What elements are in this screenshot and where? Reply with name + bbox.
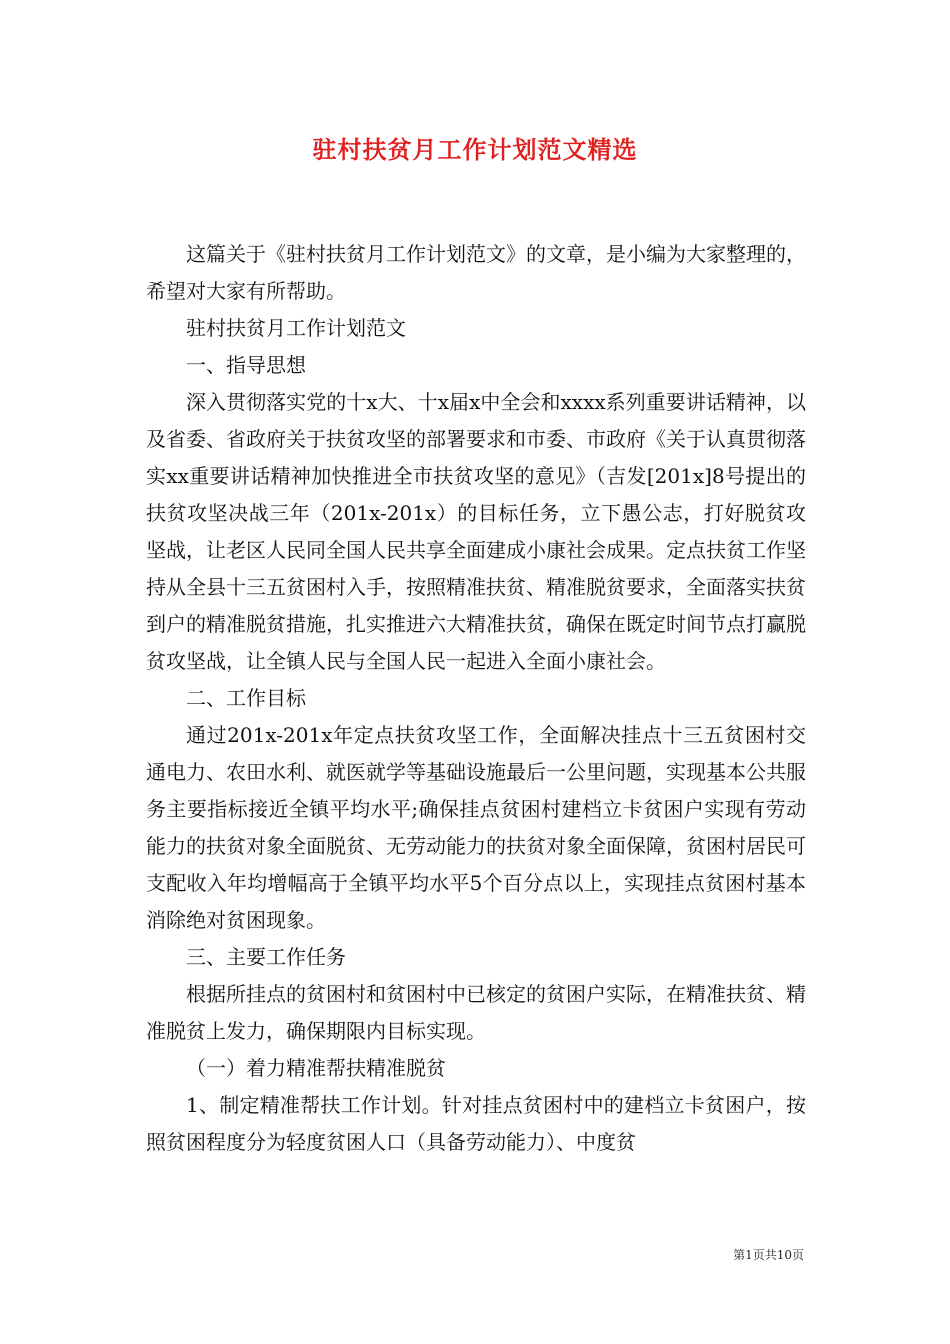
heading-main-tasks: 三、主要工作任务 bbox=[186, 945, 346, 969]
page-footer: 第1页共10页 bbox=[733, 1248, 804, 1262]
heading-guiding-thought: 一、指导思想 bbox=[186, 353, 306, 377]
heading-work-goals: 二、工作目标 bbox=[186, 686, 306, 710]
paragraph-guiding-thought: 深入贯彻落实党的十x大、十x届x中全会和xxxx系列重要讲话精神，以及省委、省政府关于扶贫攻坚的部署要求和市委、市政府《关于认真贯彻落实xx重要讲话精神加快推进全市扶贫攻坚的意见》（吉发[201x]8号提出的扶贫攻坚决战三年（201x-201x）的目标任务，立下愚公志，打好脱贫攻坚战，让老区人民同全国人民共享全面建成小康社会成果。定点扶贫工作坚持从全县十三五贫困村入手，按照精准扶贫、精准脱贫要求，全面落实扶贫到户的精准脱贫措施，扎实推进六大精准扶贫，确保在既定时间节点打赢脱贫攻坚战，让全镇人民与全国人民一起进入全面小康社会。 bbox=[146, 390, 806, 673]
document-body bbox=[146, 236, 806, 1161]
paragraph-assistance-plan: 1、制定精准帮扶工作计划。针对挂点贫困村中的建档立卡贫困户，按照贫困程度分为轻度贫困人口（具备劳动能力）、中度贫 bbox=[146, 1093, 806, 1154]
paragraph-work-goals: 通过201x-201x年定点扶贫攻坚工作，全面解决挂点十三五贫困村交通电力、农田水利、就医就学等基础设施最后一公里问题，实现基本公共服务主要指标接近全镇平均水平;确保挂点贫困村建档立卡贫困户实现有劳动能力的扶贫对象全面脱贫、无劳动能力的扶贫对象全面保障，贫困村居民可支配收入年均增幅高于全镇平均水平5个百分点以上，实现挂点贫困村基本消除绝对贫困现象。 bbox=[146, 723, 806, 932]
paragraph-intro: 这篇关于《驻村扶贫月工作计划范文》的文章，是小编为大家整理的，希望对大家有所帮助。 bbox=[146, 242, 806, 303]
subheading-precise-assistance: （一）着力精准帮扶精准脱贫 bbox=[186, 1056, 446, 1080]
paragraph-subtitle: 驻村扶贫月工作计划范文 bbox=[186, 316, 406, 340]
paragraph-main-tasks: 根据所挂点的贫困村和贫困村中已核定的贫困户实际，在精准扶贫、精准脱贫上发力，确保期限内目标实现。 bbox=[146, 982, 806, 1043]
document-title: 驻村扶贫月工作计划范文精选 bbox=[312, 135, 638, 164]
